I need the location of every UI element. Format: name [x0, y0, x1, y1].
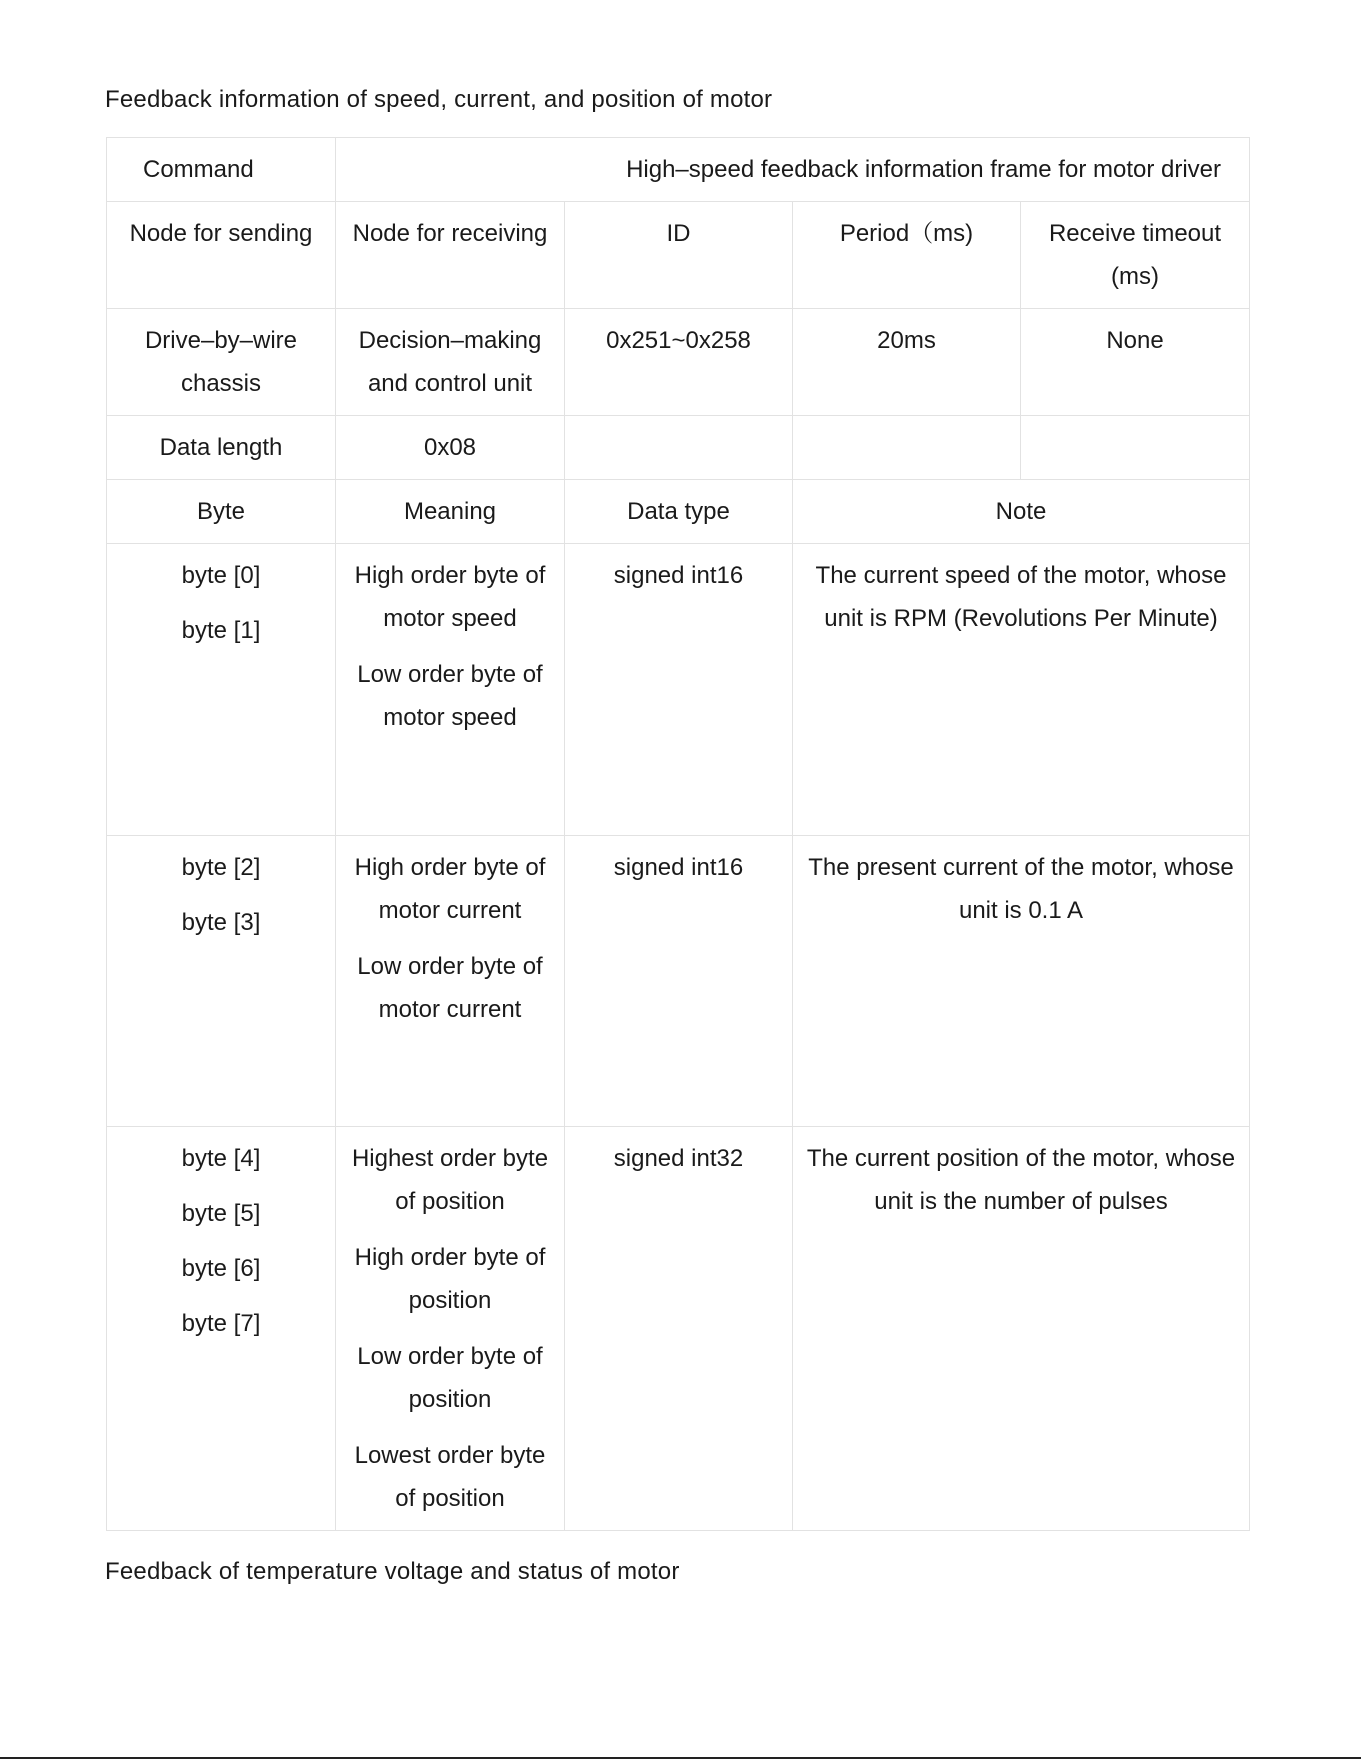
meaning-text: High order byte of motor speed — [354, 562, 546, 632]
meaning-text: Low order byte of motor speed — [357, 661, 543, 731]
receive-timeout-value: None — [1021, 309, 1250, 416]
byte-label: byte [1] — [181, 617, 261, 644]
note-cell: The present current of the motor, whose unit is 0.1 A — [793, 836, 1250, 1127]
command-label: Command — [107, 138, 336, 202]
node-header-row — [107, 202, 1250, 309]
node-info-row — [107, 309, 1250, 416]
meaning-text: High order byte of position — [354, 1244, 546, 1314]
node-receiving-value: Decision–making and control unit — [336, 309, 565, 416]
receive-timeout-header: Receive timeout (ms) — [1021, 202, 1250, 309]
byte-label: byte [2] — [181, 854, 261, 881]
byte-label: byte [7] — [181, 1310, 261, 1337]
byte-label: byte [0] — [181, 562, 261, 589]
empty-cell — [1021, 416, 1250, 480]
data-type-column-header: Data type — [565, 480, 793, 544]
section-heading-temperature-voltage-status: Feedback of temperature voltage and status of motor — [105, 1558, 680, 1585]
meaning-cell — [336, 1127, 565, 1531]
byte-cell — [107, 836, 336, 1127]
id-header: ID — [565, 202, 793, 309]
byte-column-header: Byte — [107, 480, 336, 544]
empty-cell — [793, 416, 1021, 480]
byte-cell — [107, 544, 336, 836]
page-bottom-rule — [0, 1757, 1361, 1759]
node-sending-value: Drive–by–wire chassis — [107, 309, 336, 416]
motor-feedback-table — [106, 137, 1250, 1531]
byte-label: byte [3] — [181, 909, 261, 936]
command-row — [107, 138, 1250, 202]
note-cell: The current speed of the motor, whose unit is RPM (Revolutions Per Minute) — [793, 544, 1250, 836]
note-column-header: Note — [793, 480, 1250, 544]
data-type-cell: signed int16 — [565, 836, 793, 1127]
byte-label: byte [6] — [181, 1255, 261, 1282]
note-cell: The current position of the motor, whose unit is the number of pulses — [793, 1127, 1250, 1531]
data-length-row — [107, 416, 1250, 480]
node-receiving-header: Node for receiving — [336, 202, 565, 309]
meaning-cell — [336, 836, 565, 1127]
command-value: High–speed feedback information frame for motor driver — [336, 138, 1250, 202]
data-type-cell: signed int32 — [565, 1127, 793, 1531]
table-row-position — [107, 1127, 1250, 1531]
node-sending-header: Node for sending — [107, 202, 336, 309]
byte-cell — [107, 1127, 336, 1531]
period-header: Period（ms) — [793, 202, 1021, 309]
empty-cell — [565, 416, 793, 480]
data-type-cell: signed int16 — [565, 544, 793, 836]
section-heading-speed-current-position: Feedback information of speed, current, and position of motor — [105, 86, 773, 113]
column-header-row — [107, 480, 1250, 544]
data-length-label: Data length — [107, 416, 336, 480]
data-length-value: 0x08 — [336, 416, 565, 480]
table-row-current — [107, 836, 1250, 1127]
meaning-text: High order byte of motor current — [354, 854, 546, 924]
table-row-speed — [107, 544, 1250, 836]
meaning-text: Low order byte of motor current — [357, 953, 543, 1023]
meaning-cell — [336, 544, 565, 836]
period-value: 20ms — [793, 309, 1021, 416]
byte-label: byte [4] — [181, 1145, 261, 1172]
id-value: 0x251~0x258 — [565, 309, 793, 416]
byte-label: byte [5] — [181, 1200, 261, 1227]
meaning-text: Highest order byte of position — [351, 1145, 549, 1215]
meaning-column-header: Meaning — [336, 480, 565, 544]
meaning-text: Lowest order byte of position — [354, 1442, 546, 1512]
meaning-text: Low order byte of position — [357, 1343, 543, 1413]
